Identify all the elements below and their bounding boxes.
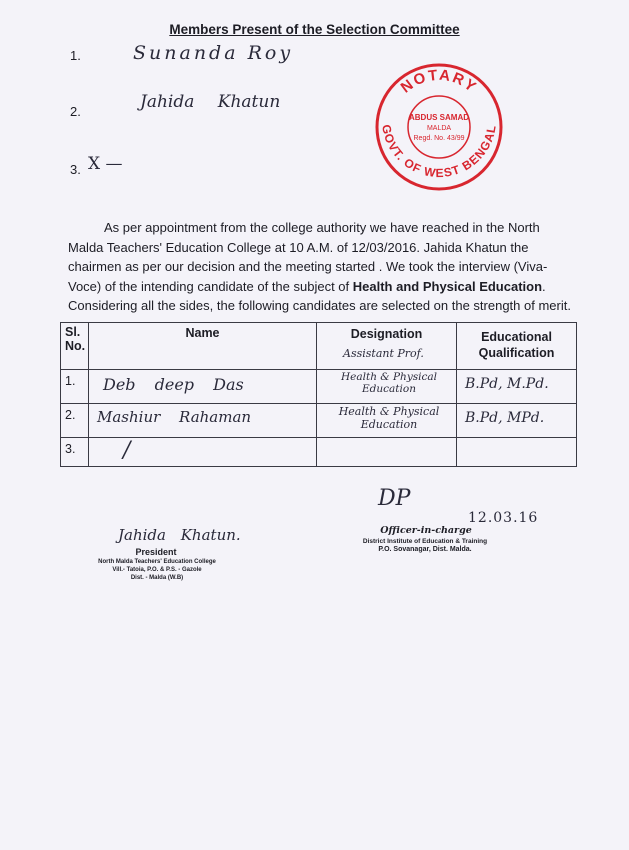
member-signature: Jahida Khatun <box>140 92 281 112</box>
row-sl: 1. <box>65 374 76 388</box>
member-number: 1. <box>70 48 81 63</box>
member-signature: X — <box>88 154 123 174</box>
member-signature: Sunanda Roy <box>133 42 294 64</box>
paragraph-text: . Considering all the sides, the following candidates are selected on the strength of merit. <box>68 278 571 313</box>
stamp-ring-text: GOVT. OF WEST BENGAL <box>379 123 499 181</box>
officer-institute: District Institute of Education & Training <box>362 538 488 545</box>
row-sl: 3. <box>65 442 76 456</box>
stamp-top-text: NOTARY <box>397 66 481 97</box>
col-header-designation <box>317 323 457 370</box>
row-name: Mashiur Rahaman <box>97 408 252 426</box>
table-row <box>61 370 577 404</box>
paragraph-text: As per appointment from the college authority we have reached in the North Malda Teachers' Education College at 10 A.M. of 12/03/2016. Jahida Khatun the chairmen as per our decision and the meeting started . We took the interview (Viva-Voce) of the intending candidate of the subject of <box>68 220 548 294</box>
selection-table <box>60 322 577 467</box>
page-title: Members Present of the Selection Committee <box>169 22 460 37</box>
row-qualification: B.Pd, MPd. <box>465 410 545 426</box>
row-qualification <box>457 438 577 467</box>
col-header-name: Name <box>89 323 317 370</box>
designation-handwritten-note: Assistant Prof. <box>343 347 424 360</box>
body-paragraph <box>68 218 578 316</box>
table-header-row <box>61 323 577 370</box>
president-signature: Jahida Khatun. <box>118 526 241 544</box>
row-name: Deb deep Das <box>103 375 244 394</box>
member-number: 3. <box>70 162 81 177</box>
president-district: Dist. - Malda (W.B) <box>130 575 184 581</box>
officer-date: 12.03.16 <box>468 510 539 526</box>
stamp-place: MALDA <box>426 125 452 132</box>
stamp-name: ABDUS SAMAD <box>409 113 469 122</box>
col-header-sl: Sl. No. <box>61 323 89 370</box>
president-address: Vill.- Tatoia, P.O. & P.S. - Gazole <box>112 567 202 573</box>
president-title: President <box>135 547 177 557</box>
row-name: / <box>123 438 131 463</box>
officer-address: P.O. Sovanagar, Dist. Malda. <box>378 546 472 553</box>
notary-stamp <box>372 60 506 194</box>
row-designation <box>317 438 457 467</box>
president-college: North Malda Teachers' Education College <box>98 559 216 565</box>
table-row <box>61 438 577 467</box>
officer-signature: DP <box>378 486 411 511</box>
designation-header-label: Designation <box>350 327 423 341</box>
col-header-qualification: Educational Qualification <box>457 323 577 370</box>
subject-text: Health and Physical Education <box>352 278 543 294</box>
row-designation: Health & Physical Education <box>341 371 437 395</box>
row-designation: Health & Physical Education <box>338 405 440 431</box>
officer-title: Officer-in-charge <box>380 525 472 536</box>
table-row <box>61 404 577 438</box>
stamp-regd: Regd. No. 43/99 <box>413 135 465 142</box>
row-sl: 2. <box>65 408 76 422</box>
member-number: 2. <box>70 104 81 119</box>
row-qualification: B.Pd, M.Pd. <box>465 376 549 392</box>
